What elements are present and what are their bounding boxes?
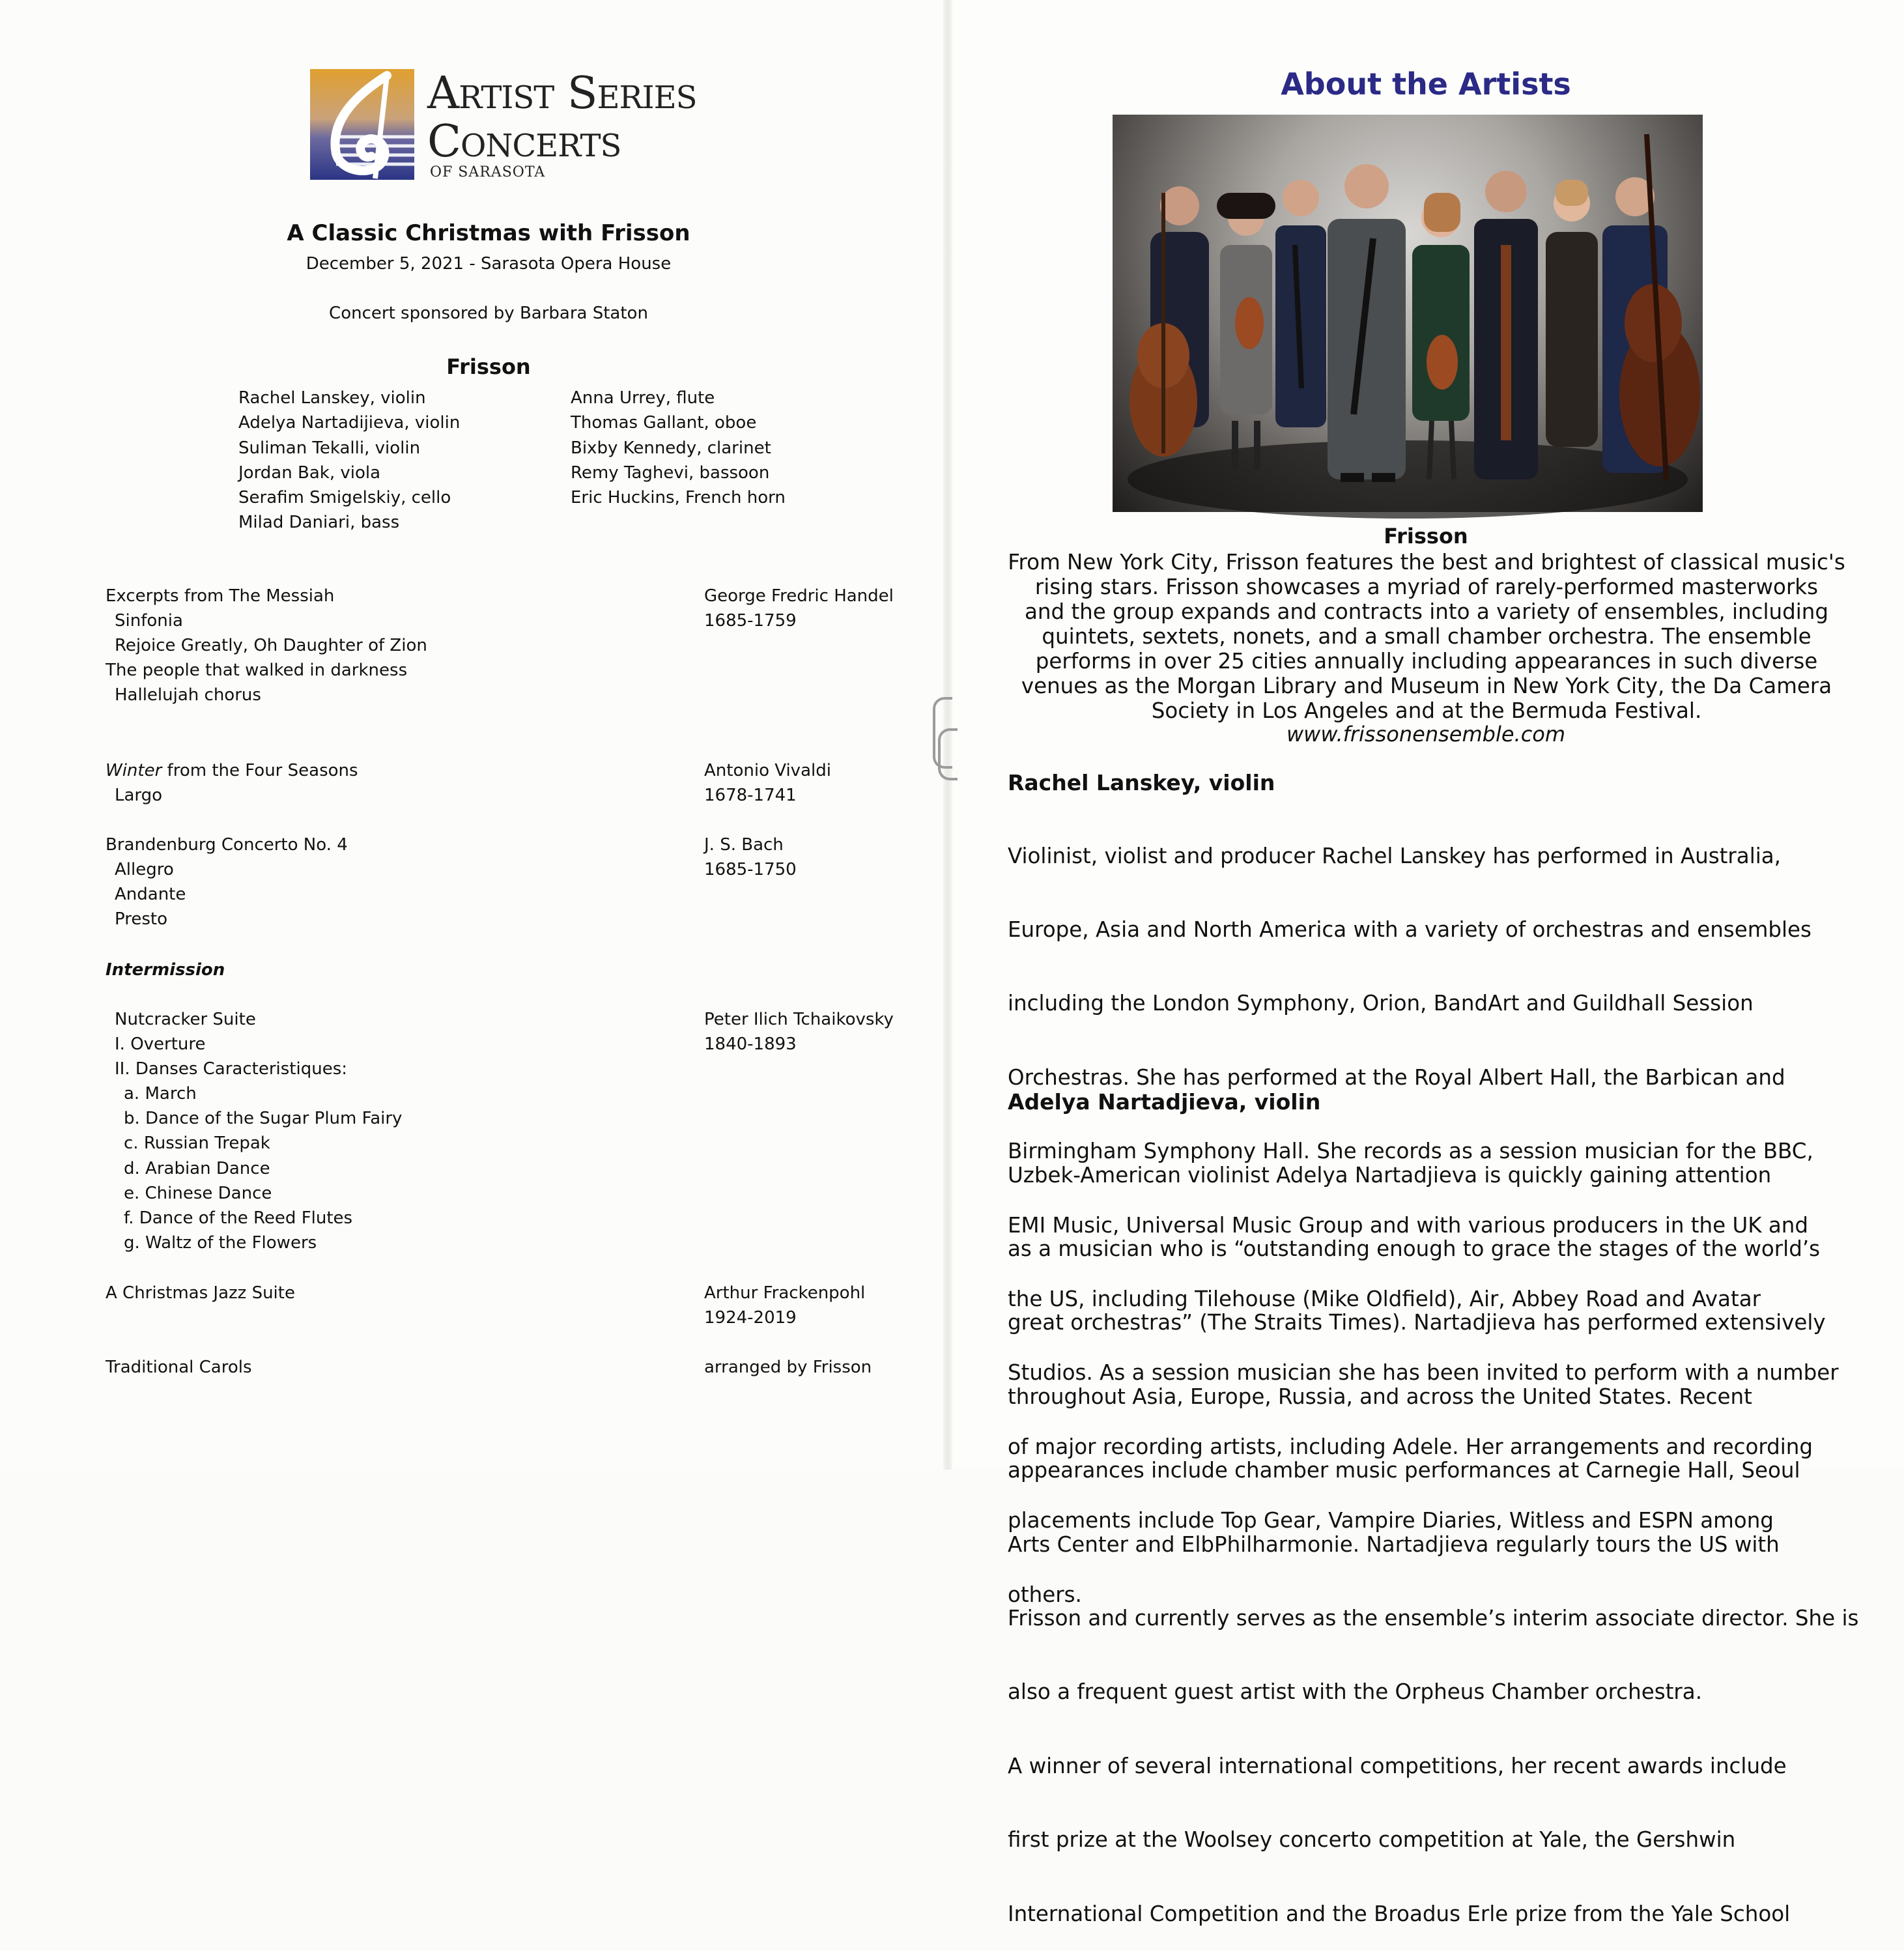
members-list-winds <box>571 386 786 510</box>
bio-line: Studios. As a session musician she has been invited to perform with a number <box>1008 1360 1839 1386</box>
bio-line: From New York City, Frisson features the best and brightest of classical music's <box>1008 550 1845 575</box>
program-dance: a. March <box>124 1084 197 1104</box>
composer-name: George Fredric Handel <box>704 586 894 606</box>
concert-sponsor: Concert sponsored by Barbara Staton <box>329 304 648 323</box>
bio-line: Uzbek-American violinist Adelya Nartadjieva is quickly gaining attention <box>1008 1162 1772 1188</box>
members-list-strings <box>238 386 460 535</box>
program-bach <box>106 833 348 932</box>
program-nutcracker <box>106 1007 402 1255</box>
program-jazz-suite: A Christmas Jazz Suite <box>106 1283 295 1303</box>
member-item: Thomas Gallant, oboe <box>571 413 757 433</box>
intermission-label: Intermission <box>106 960 225 980</box>
program-movement: I. Overture <box>115 1034 206 1055</box>
program-work-title-rest: from the Four Seasons <box>162 761 358 780</box>
composer-dates: 1840-1893 <box>704 1034 797 1055</box>
ensemble-name: Frisson <box>446 354 531 379</box>
composer-dates: 1685-1759 <box>704 611 797 631</box>
composer-name: J. S. Bach <box>704 835 784 855</box>
program-dance: e. Chinese Dance <box>124 1183 272 1203</box>
composer-frackenpohl <box>704 1281 865 1330</box>
bio-line: great orchestras” (The Straits Times). Nartadjieva has performed extensively <box>1008 1310 1826 1335</box>
bio-line: of major recording artists, including Adele. Her arrangements and recording <box>1008 1434 1813 1459</box>
program-dance: f. Dance of the Reed Flutes <box>124 1208 353 1228</box>
artist-series-logo <box>310 69 701 180</box>
bio-line: quintets, sextets, nonets, and a small chamber orchestra. The ensemble <box>1042 624 1812 649</box>
logo-text-artist-series: Artist Series <box>427 68 697 119</box>
bio-line: others. <box>1008 1582 1082 1607</box>
member-item: Eric Huckins, French horn <box>571 488 786 508</box>
bio-line: Society in Los Angeles and at the Bermuda Festival. <box>1151 698 1702 723</box>
program-movement: II. Danses Caracteristiques: <box>115 1059 348 1079</box>
member-item: Anna Urrey, flute <box>571 388 715 408</box>
program-work-title: Excerpts from The Messiah <box>106 586 335 606</box>
ensemble-photo-image <box>1113 115 1703 512</box>
member-item: Remy Taghevi, bassoon <box>571 463 770 483</box>
bio-line: venues as the Morgan Library and Museum in New York City, the Da Camera <box>1021 674 1832 698</box>
bio-line: also a frequent guest artist with the Orpheus Chamber orchestra. <box>1008 1679 1703 1705</box>
program-movement: Rejoice Greatly, Oh Daughter of Zion <box>115 636 427 656</box>
composer-vivaldi <box>704 758 831 808</box>
member-item: Bixby Kennedy, clarinet <box>571 438 771 458</box>
bio-line: EMI Music, Universal Music Group and with various producers in the UK and <box>1008 1212 1809 1238</box>
adelya-bio <box>1008 1114 1859 1951</box>
member-item: Suliman Tekalli, violin <box>238 438 421 458</box>
program-movement: Andante <box>115 885 186 905</box>
program-dance: c. Russian Trepak <box>124 1133 270 1154</box>
bio-line: the US, including Tilehouse (Mike Oldfield), Air, Abbey Road and Avatar <box>1008 1286 1761 1311</box>
bio-line: performs in over 25 cities annually including appearances in such diverse <box>1035 649 1818 674</box>
member-item: Adelya Nartadijieva, violin <box>238 413 461 433</box>
bio-line: Orchestras. She has performed at the Royal Albert Hall, the Barbican and <box>1008 1064 1785 1090</box>
bio-line: Violinist, violist and producer Rachel Lanskey has performed in Australia, <box>1008 843 1782 868</box>
program-dance: d. Arabian Dance <box>124 1158 270 1178</box>
program-movement: Allegro <box>115 860 174 880</box>
composer-name: Arthur Frackenpohl <box>704 1283 866 1303</box>
program-work-title <box>106 758 358 783</box>
program-movement: Sinfonia <box>115 611 183 631</box>
bio-line: and the group expands and contracts into a variety of ensembles, including <box>1024 599 1829 624</box>
carols-arranger: arranged by Frisson <box>704 1358 872 1377</box>
bio-line: including the London Symphony, Orion, BandArt and Guildhall Session <box>1008 991 1754 1016</box>
bio-line: Birmingham Symphony Hall. She records as a session musician for the BBC, <box>1008 1139 1813 1164</box>
program-movement: Presto <box>115 909 167 930</box>
bio-line: placements include Top Gear, Vampire Diaries, Witless and ESPN among <box>1008 1508 1774 1533</box>
composer-dates: 1924-2019 <box>704 1308 797 1328</box>
logo-text-concerts: Concerts <box>427 116 621 167</box>
member-item: Rachel Lanskey, violin <box>238 388 426 408</box>
composer-handel <box>704 584 894 633</box>
logo-text-of-sarasota: OF SARASOTA <box>430 164 546 180</box>
member-item: Serafim Smigelskiy, cello <box>238 488 451 508</box>
concert-title: A Classic Christmas with Frisson <box>287 220 690 246</box>
concert-date-venue: December 5, 2021 - Sarasota Opera House <box>305 254 672 274</box>
composer-dates: 1678-1741 <box>704 786 797 806</box>
about-artists-title: About the Artists <box>1281 66 1571 102</box>
ensemble-photo <box>1113 115 1703 512</box>
program-dance: g. Waltz of the Flowers <box>124 1232 317 1253</box>
frisson-website: www.frissonensemble.com <box>1286 722 1566 747</box>
rachel-heading: Rachel Lanskey, violin <box>1008 770 1275 795</box>
member-item: Jordan Bak, viola <box>238 463 381 483</box>
program-movement: Largo <box>115 786 163 806</box>
program-movement: The people that walked in darkness <box>106 661 408 681</box>
composer-name: Antonio Vivaldi <box>704 761 831 780</box>
treble-clef-logo-icon <box>310 69 414 180</box>
frisson-heading: Frisson <box>1384 524 1468 548</box>
composer-dates: 1685-1750 <box>704 860 797 880</box>
program-work-title: Nutcracker Suite <box>115 1010 256 1029</box>
bio-line: first prize at the Woolsey concerto competition at Yale, the Gershwin <box>1008 1827 1736 1853</box>
composer-bach <box>704 833 797 882</box>
frisson-bio <box>1003 550 1850 723</box>
composer-tchaikovsky <box>704 1007 894 1057</box>
adelya-heading: Adelya Nartadjieva, violin <box>1008 1089 1321 1115</box>
program-vivaldi <box>106 758 358 808</box>
program-work-title-italic: Winter <box>106 761 162 780</box>
bio-line: rising stars. Frisson showcases a myriad of rarely-performed masterworks <box>1034 575 1819 599</box>
bio-line: A winner of several international competitions, her recent awards include <box>1008 1753 1787 1778</box>
program-work-title: Brandenburg Concerto No. 4 <box>106 835 348 855</box>
program-dance: b. Dance of the Sugar Plum Fairy <box>124 1109 403 1129</box>
bio-line: appearances include chamber music performances at Carnegie Hall, Seoul <box>1008 1458 1800 1483</box>
bio-line: throughout Asia, Europe, Russia, and across the United States. Recent <box>1008 1384 1752 1409</box>
bio-line: Frisson and currently serves as the ensemble’s interim associate director. She is <box>1008 1605 1859 1631</box>
member-item: Milad Daniari, bass <box>238 513 400 533</box>
bio-line: Arts Center and ElbPhilharmonie. Nartadjieva regularly tours the US with <box>1008 1531 1780 1557</box>
bio-line: as a musician who is “outstanding enough to grace the stages of the world’s <box>1008 1236 1821 1261</box>
program-movement: Hallelujah chorus <box>115 685 261 705</box>
bio-line: Europe, Asia and North America with a variety of orchestras and ensembles <box>1008 917 1812 942</box>
program-carols: Traditional Carols <box>106 1358 252 1377</box>
composer-name: Peter Ilich Tchaikovsky <box>704 1010 894 1029</box>
program-messiah <box>106 584 427 707</box>
bio-line: International Competition and the Broadus Erle prize from the Yale School <box>1008 1901 1791 1926</box>
